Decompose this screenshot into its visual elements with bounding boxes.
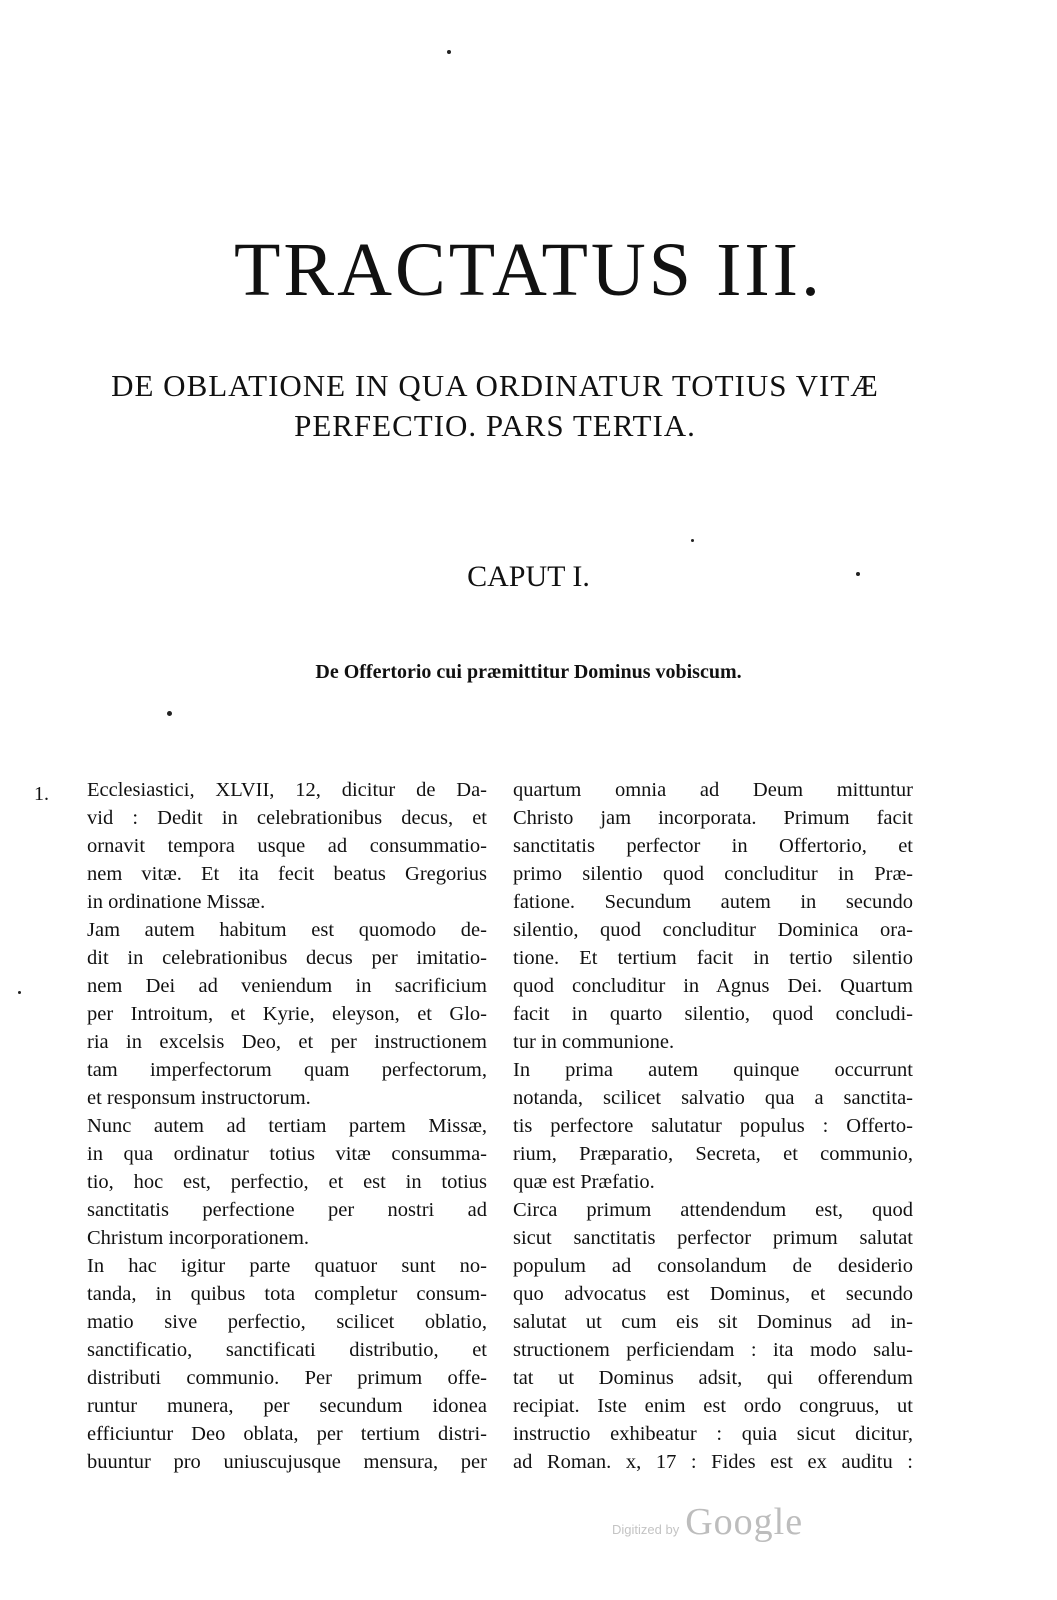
text-line: rium, Præparatio, Secreta, et communio, — [513, 1143, 913, 1165]
section-number: 1. — [34, 783, 49, 805]
text-line: In hac igitur parte quatuor sunt no- — [87, 1255, 487, 1277]
text-line: sanctitatis perfector in Offertorio, et — [513, 835, 913, 857]
text-line: tio, hoc est, perfectio, et est in totius — [87, 1171, 487, 1193]
text-line: recipiat. Iste enim est ordo congruus, ut — [513, 1395, 913, 1417]
text-line: notanda, scilicet salvatio qua a sanctita- — [513, 1087, 913, 1109]
google-logo: Google — [685, 1501, 804, 1543]
text-line: tis perfectore salutatur populus : Offerto- — [513, 1115, 913, 1137]
text-line: sicut sanctitatis perfector primum salutat — [513, 1227, 913, 1249]
print-speck — [691, 539, 694, 542]
text-line: tur in communione. — [513, 1031, 675, 1053]
text-line: Nunc autem ad tertiam partem Missæ, — [87, 1115, 487, 1137]
text-line: ria in excelsis Deo, et per instructionem — [87, 1031, 487, 1053]
text-line: nem Dei ad veniendum in sacrificium — [87, 975, 487, 997]
text-line: ornavit tempora usque ad consummatio- — [87, 835, 487, 857]
text-line: fatione. Secundum autem in secundo — [513, 891, 913, 913]
chapter-heading: De Offertorio cui præmittitur Dominus vobiscum. — [315, 661, 742, 683]
text-line: tat ut Dominus adsit, qui offerendum — [513, 1367, 913, 1389]
text-line: facit in quarto silentio, quod concludi- — [513, 1003, 913, 1025]
text-line: distributi communio. Per primum offe- — [87, 1367, 487, 1389]
text-line: dit in celebrationibus decus per imitatio- — [87, 947, 487, 969]
left-text-column — [87, 776, 487, 1476]
text-line: ad Roman. x, 17 : Fides est ex auditu : — [513, 1451, 913, 1473]
right-text-column — [513, 776, 913, 1476]
text-line: instructio exhibeatur : quia sicut dicitur, — [513, 1423, 913, 1445]
text-line: tione. Et tertium facit in tertio silentio — [513, 947, 913, 969]
subtitle-line: PERFECTIO. PARS TERTIA. — [294, 408, 696, 443]
print-speck — [167, 711, 172, 716]
text-line: quæ est Præfatio. — [513, 1171, 655, 1193]
text-line: in qua ordinatur totius vitæ consumma- — [87, 1143, 487, 1165]
text-line: Ecclesiastici, XLVII, 12, dicitur de Da- — [87, 779, 487, 801]
digitized-by-text: Digitized by — [612, 1522, 680, 1537]
text-line: efficiuntur Deo oblata, per tertium distri- — [87, 1423, 487, 1445]
text-line: In prima autem quinque occurrunt — [513, 1059, 913, 1081]
print-speck — [18, 991, 21, 994]
text-line: tam imperfectorum quam perfectorum, — [87, 1059, 487, 1081]
tractatus-title: TRACTATUS III. — [234, 228, 823, 312]
text-line: Christum incorporationem. — [87, 1227, 310, 1249]
text-line: tanda, in quibus tota completur consum- — [87, 1283, 487, 1305]
treatise-subtitle — [80, 366, 910, 446]
text-line: sanctificatio, sanctificati distributio, et — [87, 1339, 487, 1361]
text-line: runtur munera, per secundum idonea — [87, 1395, 487, 1417]
text-line: silentio, quod concluditur Dominica ora- — [513, 919, 913, 941]
text-line: populum ad consolandum de desiderio — [513, 1255, 913, 1277]
caput-title: CAPUT I. — [467, 560, 590, 593]
text-line: structionem perficiendam : ita modo salu- — [513, 1339, 913, 1361]
text-line: et responsum instructorum. — [87, 1087, 311, 1109]
text-line: salutat ut cum eis sit Dominus ad in- — [513, 1311, 913, 1333]
text-line: sanctitatis perfectione per nostri ad — [87, 1199, 487, 1221]
text-line: quartum omnia ad Deum mittuntur — [513, 779, 913, 801]
text-line: Jam autem habitum est quomodo de- — [87, 919, 487, 941]
subtitle-line: DE OBLATIONE IN QUA ORDINATUR TOTIUS VITÆ — [111, 368, 879, 403]
text-line: Christo jam incorporata. Primum facit — [513, 807, 913, 829]
digitized-by-watermark — [612, 1500, 803, 1544]
text-line: quod concluditur in Agnus Dei. Quartum — [513, 975, 913, 997]
text-line: quo advocatus est Dominus, et secundo — [513, 1283, 913, 1305]
text-line: Circa primum attendendum est, quod — [513, 1199, 913, 1221]
text-line: vid : Dedit in celebrationibus decus, et — [87, 807, 487, 829]
text-line: per Introitum, et Kyrie, eleyson, et Glo- — [87, 1003, 487, 1025]
text-line: in ordinatione Missæ. — [87, 891, 266, 913]
text-line: primo silentio quod concluditur in Præ- — [513, 863, 913, 885]
text-line: matio sive perfectio, scilicet oblatio, — [87, 1311, 487, 1333]
text-line: buuntur pro uniuscujusque mensura, per — [87, 1451, 487, 1473]
print-speck — [447, 50, 451, 54]
text-line: nem vitæ. Et ita fecit beatus Gregorius — [87, 863, 487, 885]
